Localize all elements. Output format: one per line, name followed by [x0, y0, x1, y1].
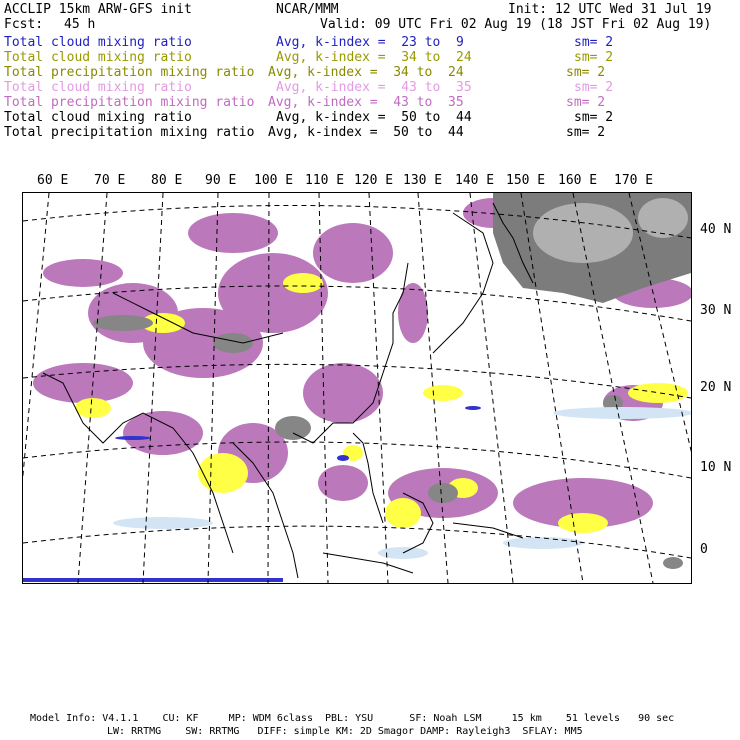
- legend-row-6-avg: Avg, k-index = 50 to 44: [276, 110, 472, 125]
- legend-row-6-sm: sm= 2: [574, 110, 614, 125]
- legend-row-5-name: Total precipitation mixing ratio: [4, 95, 255, 110]
- model-info-line-1: Model Info: V4.1.1 CU: KF MP: WDM 6class PBL: YSU SF: Noah LSM 15 km 51 levels 90 sec: [30, 713, 675, 724]
- lat-label-40n: 40 N: [700, 222, 732, 237]
- init-time: Init: 12 UTC Wed 31 Jul 19: [508, 2, 712, 17]
- lon-label-130e: 130 E: [403, 173, 443, 188]
- lat-label-20n: 20 N: [700, 380, 732, 395]
- legend-row-4-name: Total cloud mixing ratio: [4, 80, 192, 95]
- legend-row-5-avg: Avg, k-index = 43 to 35: [268, 95, 464, 110]
- cloud-fields: [23, 193, 691, 582]
- lon-label-150e: 150 E: [506, 173, 546, 188]
- legend-row-7-sm: sm= 2: [566, 125, 606, 140]
- model-info-line-2: LW: RRTMG SW: RRTMG DIFF: simple KM: 2D Smagor DAMP: Rayleigh3 SFLAY: MM5: [107, 726, 583, 737]
- lon-label-80e: 80 E: [151, 173, 183, 188]
- institution-label: NCAR/MMM: [276, 2, 339, 17]
- legend-row-7-avg: Avg, k-index = 50 to 44: [268, 125, 464, 140]
- lat-label-10n: 10 N: [700, 460, 732, 475]
- legend-row-2-avg: Avg, k-index = 34 to 24: [276, 50, 472, 65]
- legend-row-7-name: Total precipitation mixing ratio: [4, 125, 255, 140]
- lon-label-170e: 170 E: [614, 173, 654, 188]
- legend-row-3-sm: sm= 2: [566, 65, 606, 80]
- legend-row-3-avg: Avg, k-index = 34 to 24: [268, 65, 464, 80]
- map-panel: [22, 192, 692, 584]
- lon-label-120e: 120 E: [354, 173, 394, 188]
- lat-label-0: 0: [700, 542, 708, 557]
- lon-label-90e: 90 E: [205, 173, 237, 188]
- legend-row-2-sm: sm= 2: [574, 50, 614, 65]
- forecast-label: Fcst:: [4, 17, 44, 32]
- lat-label-30n: 30 N: [700, 303, 732, 318]
- legend-row-6-name: Total cloud mixing ratio: [4, 110, 192, 125]
- lon-label-100e: 100 E: [254, 173, 294, 188]
- legend-row-1-name: Total cloud mixing ratio: [4, 35, 192, 50]
- lon-label-60e: 60 E: [37, 173, 69, 188]
- legend-row-1-avg: Avg, k-index = 23 to 9: [276, 35, 464, 50]
- legend-row-1-sm: sm= 2: [574, 35, 614, 50]
- legend-row-2-name: Total cloud mixing ratio: [4, 50, 192, 65]
- lon-label-160e: 160 E: [558, 173, 598, 188]
- map-canvas: [23, 193, 691, 583]
- lon-label-110e: 110 E: [305, 173, 345, 188]
- forecast-hours: 45 h: [64, 17, 96, 32]
- legend-row-5-sm: sm= 2: [566, 95, 606, 110]
- valid-time: Valid: 09 UTC Fri 02 Aug 19 (18 JST Fri 02 Aug 19): [320, 17, 712, 32]
- lon-label-140e: 140 E: [455, 173, 495, 188]
- lon-label-70e: 70 E: [94, 173, 126, 188]
- legend-row-4-sm: sm= 2: [574, 80, 614, 95]
- legend-row-3-name: Total precipitation mixing ratio: [4, 65, 255, 80]
- model-title: ACCLIP 15km ARW-GFS init: [4, 2, 192, 17]
- legend-row-4-avg: Avg, k-index = 43 to 35: [276, 80, 472, 95]
